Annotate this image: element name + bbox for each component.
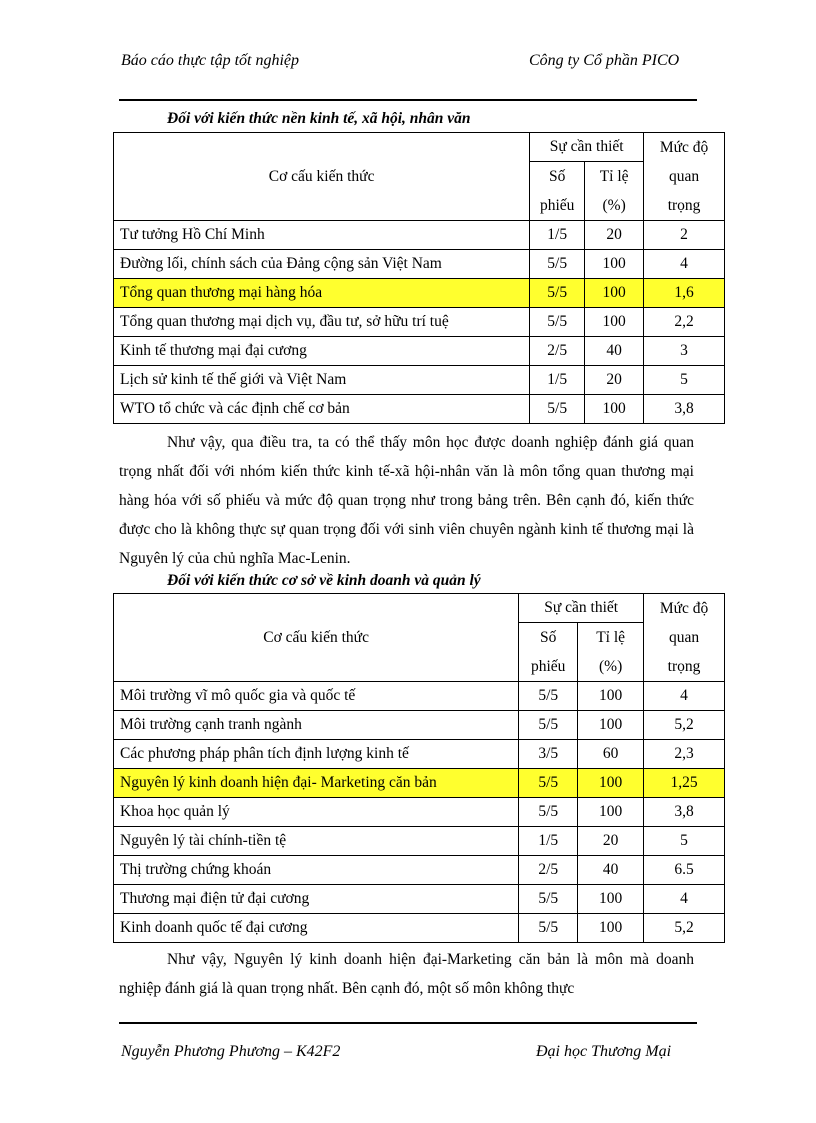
votes-cell: 1/5 xyxy=(530,221,585,250)
col-header-importance xyxy=(644,133,725,221)
col-header-knowledge: Cơ cấu kiến thức xyxy=(114,133,530,221)
col-header-votes-line2: phiếu xyxy=(531,658,566,675)
importance-cell: 5 xyxy=(644,827,725,856)
table-row xyxy=(114,366,725,395)
knowledge-name-cell: Tổng quan thương mại dịch vụ, đầu tư, sở hữu trí tuệ xyxy=(114,308,530,337)
votes-cell: 5/5 xyxy=(519,682,578,711)
section1-paragraph-text: Như vậy, qua điều tra, ta có thể thấy môn học được doanh nghiệp đánh giá quan trọng nhất đối với nhóm kiến thức kinh tế-xã hội-nhân văn là môn tổng quan thương mại hàng hóa với số phiếu và mức độ quan trọng như trong bảng trên. Bên cạnh đó, kiến thức được cho là không thực sự quan trọng đối với sinh viên chuyên ngành kinh tế thương mại là Nguyên lý của chủ nghĩa Mac-Lenin. xyxy=(119,434,694,567)
votes-cell: 1/5 xyxy=(530,366,585,395)
section2-title: Đối với kiến thức cơ sở về kinh doanh và quản lý xyxy=(167,572,481,589)
col-header-necessity: Sự cần thiết xyxy=(519,594,644,623)
col-header-knowledge: Cơ cấu kiến thức xyxy=(114,594,519,682)
table-row xyxy=(114,711,725,740)
footer-left: Nguyễn Phương Phương – K42F2 xyxy=(121,1043,341,1060)
votes-cell: 3/5 xyxy=(519,740,578,769)
importance-cell: 3,8 xyxy=(644,798,725,827)
knowledge-name-cell: Lịch sử kinh tế thế giới và Việt Nam xyxy=(114,366,530,395)
header-right: Công ty Cổ phần PICO xyxy=(529,52,680,69)
header-left: Báo cáo thực tập tốt nghiệp xyxy=(121,52,300,69)
table-row xyxy=(114,395,725,424)
votes-cell: 5/5 xyxy=(530,308,585,337)
votes-cell: 5/5 xyxy=(519,885,578,914)
col-header-importance xyxy=(644,594,725,682)
footer-rule xyxy=(119,1022,697,1024)
knowledge-name-cell: Đường lối, chính sách của Đảng cộng sản Việt Nam xyxy=(114,250,530,279)
table-row xyxy=(114,221,725,250)
col-header-importance-line3: trọng xyxy=(667,658,701,675)
importance-cell: 6.5 xyxy=(644,856,725,885)
knowledge-name-cell: Thương mại điện tử đại cương xyxy=(114,885,519,914)
rate-cell: 100 xyxy=(578,769,644,798)
knowledge-name-cell: Môi trường vĩ mô quốc gia và quốc tế xyxy=(114,682,519,711)
knowledge-table-2 xyxy=(113,593,725,943)
col-header-importance-line3: trọng xyxy=(667,197,701,214)
col-header-importance-line2: quan xyxy=(668,629,700,646)
section2-paragraph xyxy=(119,945,694,1003)
col-header-rate xyxy=(578,623,644,682)
knowledge-name-cell: Nguyên lý tài chính-tiền tệ xyxy=(114,827,519,856)
rate-cell: 100 xyxy=(578,682,644,711)
knowledge-name-cell: Thị trường chứng khoán xyxy=(114,856,519,885)
rate-cell: 100 xyxy=(578,711,644,740)
knowledge-name-cell: WTO tổ chức và các định chế cơ bản xyxy=(114,395,530,424)
col-header-votes-line1: Số xyxy=(549,168,566,185)
rate-cell: 20 xyxy=(585,221,644,250)
table-row xyxy=(114,337,725,366)
importance-cell: 3,8 xyxy=(644,395,725,424)
table-row xyxy=(114,827,725,856)
col-header-necessity: Sự cần thiết xyxy=(530,133,644,162)
knowledge-name-cell: Khoa học quản lý xyxy=(114,798,519,827)
votes-cell: 5/5 xyxy=(519,769,578,798)
table-row xyxy=(114,279,725,308)
importance-cell: 5,2 xyxy=(644,711,725,740)
col-header-importance-line1: Mức độ xyxy=(659,600,709,617)
knowledge-name-cell: Tổng quan thương mại hàng hóa xyxy=(114,279,530,308)
knowledge-name-cell: Kinh tế thương mại đại cương xyxy=(114,337,530,366)
rate-cell: 100 xyxy=(578,798,644,827)
votes-cell: 1/5 xyxy=(519,827,578,856)
votes-cell: 2/5 xyxy=(530,337,585,366)
col-header-votes-line2: phiếu xyxy=(539,197,575,214)
section2-paragraph-text: Như vậy, Nguyên lý kinh doanh hiện đại-Marketing căn bản là môn mà doanh nghiệp đánh giá là quan trọng nhất. Bên cạnh đó, một số môn không thực xyxy=(119,951,694,997)
table-row xyxy=(114,740,725,769)
rate-cell: 100 xyxy=(578,885,644,914)
col-header-rate-line2: (%) xyxy=(602,197,626,214)
rate-cell: 40 xyxy=(585,337,644,366)
rate-cell: 100 xyxy=(585,395,644,424)
knowledge-name-cell: Các phương pháp phân tích định lượng kinh tế xyxy=(114,740,519,769)
col-header-rate-line2: (%) xyxy=(599,658,623,675)
table-row xyxy=(114,250,725,279)
knowledge-name-cell: Kinh doanh quốc tế đại cương xyxy=(114,914,519,943)
rate-cell: 100 xyxy=(585,250,644,279)
table-row xyxy=(114,914,725,943)
table-row xyxy=(114,682,725,711)
header-rule xyxy=(119,99,697,101)
importance-cell: 4 xyxy=(644,885,725,914)
rate-cell: 100 xyxy=(585,308,644,337)
col-header-votes xyxy=(530,162,585,221)
table-row xyxy=(114,856,725,885)
importance-cell: 2 xyxy=(644,221,725,250)
col-header-votes xyxy=(519,623,578,682)
importance-cell: 2,2 xyxy=(644,308,725,337)
importance-cell: 1,6 xyxy=(644,279,725,308)
votes-cell: 5/5 xyxy=(519,711,578,740)
importance-cell: 4 xyxy=(644,250,725,279)
knowledge-name-cell: Môi trường cạnh tranh ngành xyxy=(114,711,519,740)
section1-paragraph xyxy=(119,428,694,573)
importance-cell: 4 xyxy=(644,682,725,711)
importance-cell: 3 xyxy=(644,337,725,366)
importance-cell: 1,25 xyxy=(644,769,725,798)
table-row xyxy=(114,308,725,337)
rate-cell: 40 xyxy=(578,856,644,885)
votes-cell: 5/5 xyxy=(519,798,578,827)
section1-title: Đối với kiến thức nền kinh tế, xã hội, nhân văn xyxy=(167,110,471,127)
rate-cell: 100 xyxy=(585,279,644,308)
importance-cell: 5 xyxy=(644,366,725,395)
votes-cell: 2/5 xyxy=(519,856,578,885)
knowledge-table-1 xyxy=(113,132,725,424)
rate-cell: 60 xyxy=(578,740,644,769)
table-row xyxy=(114,798,725,827)
col-header-importance-line1: Mức độ xyxy=(659,139,709,156)
col-header-rate-line1: Tỉ lệ xyxy=(596,629,626,646)
col-header-votes-line1: Số xyxy=(540,629,557,646)
importance-cell: 5,2 xyxy=(644,914,725,943)
votes-cell: 5/5 xyxy=(519,914,578,943)
table-row xyxy=(114,769,725,798)
votes-cell: 5/5 xyxy=(530,279,585,308)
col-header-importance-line2: quan xyxy=(668,168,700,185)
col-header-rate-line1: Tỉ lệ xyxy=(599,168,629,185)
votes-cell: 5/5 xyxy=(530,395,585,424)
knowledge-name-cell: Tư tưởng Hồ Chí Minh xyxy=(114,221,530,250)
rate-cell: 20 xyxy=(578,827,644,856)
table-row xyxy=(114,885,725,914)
votes-cell: 5/5 xyxy=(530,250,585,279)
importance-cell: 2,3 xyxy=(644,740,725,769)
rate-cell: 20 xyxy=(585,366,644,395)
rate-cell: 100 xyxy=(578,914,644,943)
knowledge-name-cell: Nguyên lý kinh doanh hiện đại- Marketing căn bản xyxy=(114,769,519,798)
col-header-rate xyxy=(585,162,644,221)
footer-right: Đại học Thương Mại xyxy=(536,1043,672,1060)
